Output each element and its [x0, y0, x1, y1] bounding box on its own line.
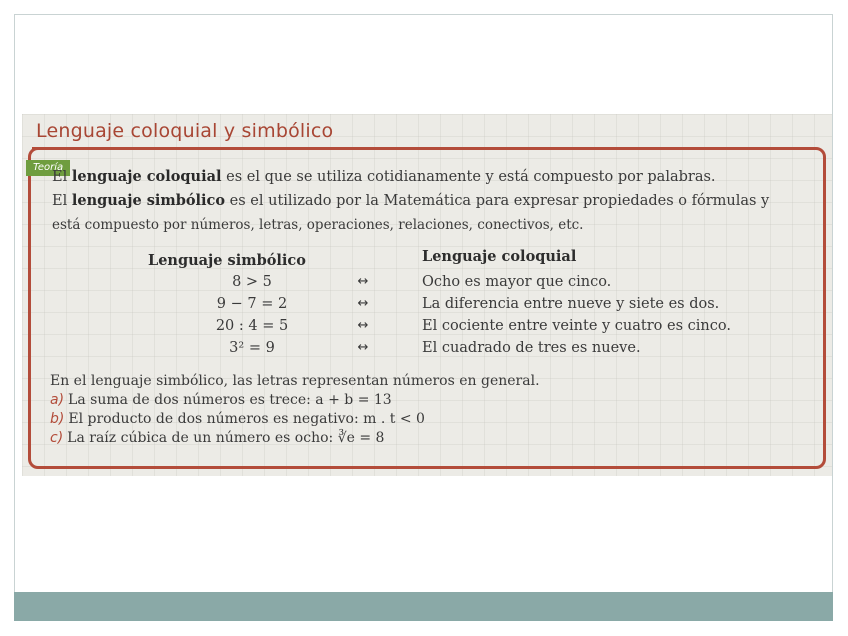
symbolic-cell: 9 − 7 = 2: [216, 296, 288, 312]
example-a: a) La suma de dos números es trece: a + b = 13: [50, 392, 392, 408]
footer-bar: [14, 592, 833, 621]
term-simbolico: lenguaje simbólico: [71, 192, 226, 209]
definition-line-2: El lenguaje simbólico es el utilizado por la Matemática para expresar propiedades o fórmulas y: [52, 192, 770, 209]
definition-line-3: está compuesto por números, letras, operaciones, relaciones, conectivos, etc.: [52, 217, 584, 233]
term-coloquial: lenguaje coloquial: [71, 168, 222, 185]
symbolic-cell: 3² = 9: [229, 340, 275, 356]
symbolic-cell: 20 : 4 = 5: [215, 318, 289, 334]
header-colloquial: Lenguaje coloquial: [422, 248, 577, 265]
table-row: [22, 274, 832, 296]
colloquial-cell: La diferencia entre nueve y siete es dos.: [422, 296, 720, 312]
theory-tab: Teoría: [26, 160, 70, 176]
section-heading: Lenguaje coloquial y simbólico: [36, 120, 334, 142]
definition-line-1: El lenguaje coloquial es el que se utiliza cotidianamente y está compuesto por palabras.: [52, 168, 716, 185]
example-marker: c): [50, 430, 64, 446]
symbolic-cell: 8 > 5: [232, 274, 272, 290]
table-row: [22, 318, 832, 340]
table-row: [22, 296, 832, 318]
example-c: c) La raíz cúbica de un número es ocho: ∛e = 8: [50, 430, 385, 446]
colloquial-cell: Ocho es mayor que cinco.: [422, 274, 612, 290]
colloquial-cell: El cociente entre veinte y cuatro es cinco.: [422, 318, 731, 334]
double-arrow-icon: ↔: [357, 296, 369, 311]
example-marker: b): [50, 411, 65, 427]
double-arrow-icon: ↔: [357, 318, 369, 333]
header-symbolic: Lenguaje simbólico: [148, 252, 306, 269]
table-row: [22, 340, 832, 362]
intro-note: En el lenguaje simbólico, las letras representan números en general.: [50, 373, 540, 389]
example-marker: a): [50, 392, 65, 408]
textbook-photo: [22, 114, 832, 476]
double-arrow-icon: ↔: [357, 274, 369, 289]
double-arrow-icon: ↔: [357, 340, 369, 355]
example-b: b) El producto de dos números es negativo: m . t < 0: [50, 411, 425, 427]
colloquial-cell: El cuadrado de tres es nueve.: [422, 340, 641, 356]
